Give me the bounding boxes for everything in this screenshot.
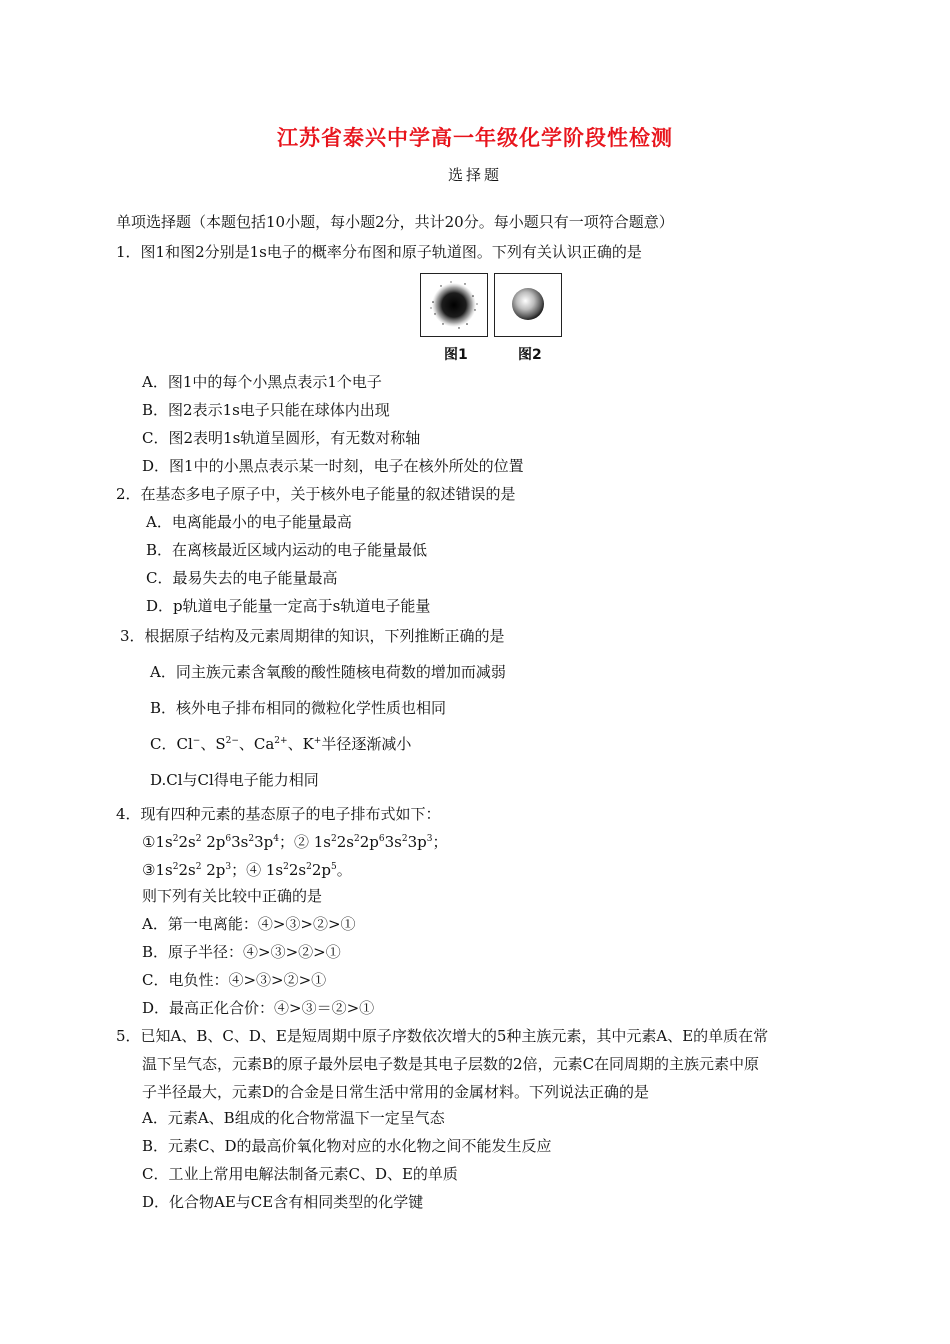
figure-1-label: 图1 (444, 347, 468, 363)
q3-option-a: A．同主族元素含氧酸的酸性随核电荷数的增加而减弱 (150, 663, 506, 681)
section-subtitle: 选择题 (447, 166, 502, 184)
cfg-sup: 5 (330, 862, 337, 872)
q4-option-a: A．第一电离能：④>③>②>① (142, 915, 356, 933)
q2-option-b: B．在离核最近区域内运动的电子能量最低 (146, 541, 428, 559)
cfg-sup: 6 (225, 834, 232, 844)
q2-stem: 2．在基态多电子原子中，关于核外电子能量的叙述错误的是 (116, 485, 516, 503)
q5-stem-line2: 温下呈气态，元素B的原子最外层电子数是其电子层数的2倍，元素C在同周期的主族元素中原 (142, 1055, 760, 1073)
cfg-text: ； (432, 833, 448, 851)
cfg-text: 2p (201, 833, 226, 851)
q4-config-line2 (142, 860, 352, 880)
cfg-text: 3p (254, 833, 274, 851)
q2-option-a: A．电离能最小的电子能量最高 (146, 513, 352, 531)
q3-c-sup4: + (313, 736, 322, 746)
cfg-text: 3s (231, 833, 249, 851)
figure-2-atomic-orbital (494, 273, 562, 337)
q5-stem-line3: 子半径最大，元素D的合金是日常生活中常用的金属材料。下列说法正确的是 (142, 1083, 650, 1101)
cfg-sup: 3 (426, 834, 433, 844)
cfg-sup: 6 (378, 834, 385, 844)
cfg-text: ；④ 1s (231, 861, 284, 879)
cfg-sup: 2 (283, 862, 289, 872)
q4-option-b: B．原子半径：④>③>②>① (142, 943, 341, 961)
cfg-text: ③1s (142, 861, 173, 879)
cfg-sup: 2 (172, 834, 179, 844)
q5-option-c: C．工业上常用电解法制备元素C、D、E的单质 (142, 1165, 458, 1183)
cfg-sup: 4 (273, 834, 279, 844)
q3-option-b: B．核外电子排布相同的微粒化学性质也相同 (150, 699, 447, 717)
q3-stem: 3．根据原子结构及元素周期律的知识，下列推断正确的是 (120, 627, 505, 645)
q3-option-d: D.Cl与Cl得电子能力相同 (150, 771, 319, 789)
q5-option-a: A．元素A、B组成的化合物常温下一定呈气态 (142, 1109, 445, 1127)
q3-option-c (150, 734, 411, 754)
cfg-text: 2p (359, 833, 379, 851)
cfg-text: 2s (336, 833, 354, 851)
q5-option-b: B．元素C、D的最高价氧化物对应的水化物之间不能发生反应 (142, 1137, 552, 1155)
q3-c-suffix: 半径逐渐减小 (321, 735, 412, 753)
q1-option-d: D．图1中的小黑点表示某一时刻，电子在核外所处的位置 (142, 457, 524, 475)
figure-1-probability-distribution (420, 273, 488, 337)
cfg-text: 2p (201, 861, 226, 879)
q4-config-line1 (142, 832, 447, 852)
cfg-sup: 2 (248, 834, 255, 844)
q1-stem: 1．图1和图2分别是1s电子的概率分布图和原子轨道图。下列有关认识正确的是 (116, 243, 642, 261)
q3-c-sup1: − (192, 736, 201, 746)
electron-cloud-image (421, 274, 487, 336)
cfg-sup: 2 (195, 834, 202, 844)
figure-2-label: 图2 (518, 347, 542, 363)
cfg-text: 2s (288, 861, 307, 879)
q5-option-d: D．化合物AE与CE含有相同类型的化学键 (142, 1193, 424, 1211)
cfg-text: 3s (384, 833, 402, 851)
cfg-sup: 2 (330, 834, 337, 844)
cfg-text: ①1s (142, 833, 173, 851)
cfg-sup: 2 (306, 862, 312, 872)
q3-c-mid1: 、S (200, 735, 226, 753)
q4-option-d: D．最高正化合价：④>③＝②>① (142, 999, 375, 1017)
cfg-text: 3p (407, 833, 427, 851)
page-title: 江苏省泰兴中学高一年级化学阶段性检测 (277, 126, 673, 150)
cfg-text: 2s (178, 833, 196, 851)
cfg-text: 。 (336, 861, 352, 879)
q4-stem: 4．现有四种元素的基态原子的电子排布式如下： (116, 805, 441, 823)
q4-lead: 则下列有关比较中正确的是 (142, 887, 323, 905)
cfg-sup: 3 (225, 862, 232, 872)
q3-c-mid3: 、K (287, 735, 314, 753)
cfg-sup: 2 (353, 834, 360, 844)
orbital-sphere-image (495, 274, 561, 336)
section-intro: 单项选择题（本题包括10小题，每小题2分，共计20分。每小题只有一项符合题意） (116, 213, 674, 231)
q3-c-sup2: 2− (225, 736, 239, 746)
cfg-text: 2p (311, 861, 331, 879)
q1-option-a: A．图1中的每个小黑点表示1个电子 (142, 373, 382, 391)
q3-c-mid2: 、Ca (238, 735, 275, 753)
cfg-sup: 2 (195, 862, 202, 872)
cfg-sup: 2 (401, 834, 408, 844)
q1-option-b: B．图2表示1s电子只能在球体内出现 (142, 401, 390, 419)
q4-option-c: C．电负性：④>③>②>① (142, 971, 327, 989)
q5-stem-line1: 5．已知A、B、C、D、E是短周期中原子序数依次增大的5种主族元素，其中元素A、E的单质在常 (116, 1027, 769, 1045)
cfg-text: ；② 1s (278, 833, 331, 851)
q2-option-c: C．最易失去的电子能量最高 (146, 569, 338, 587)
q3-c-sup3: 2+ (274, 736, 288, 746)
q1-option-c: C．图2表明1s轨道呈圆形，有无数对称轴 (142, 429, 421, 447)
cfg-text: 2s (178, 861, 196, 879)
q2-option-d: D．p轨道电子能量一定高于s轨道电子能量 (146, 597, 431, 615)
q3-c-prefix: C．Cl (150, 735, 193, 753)
cfg-sup: 2 (172, 862, 179, 872)
